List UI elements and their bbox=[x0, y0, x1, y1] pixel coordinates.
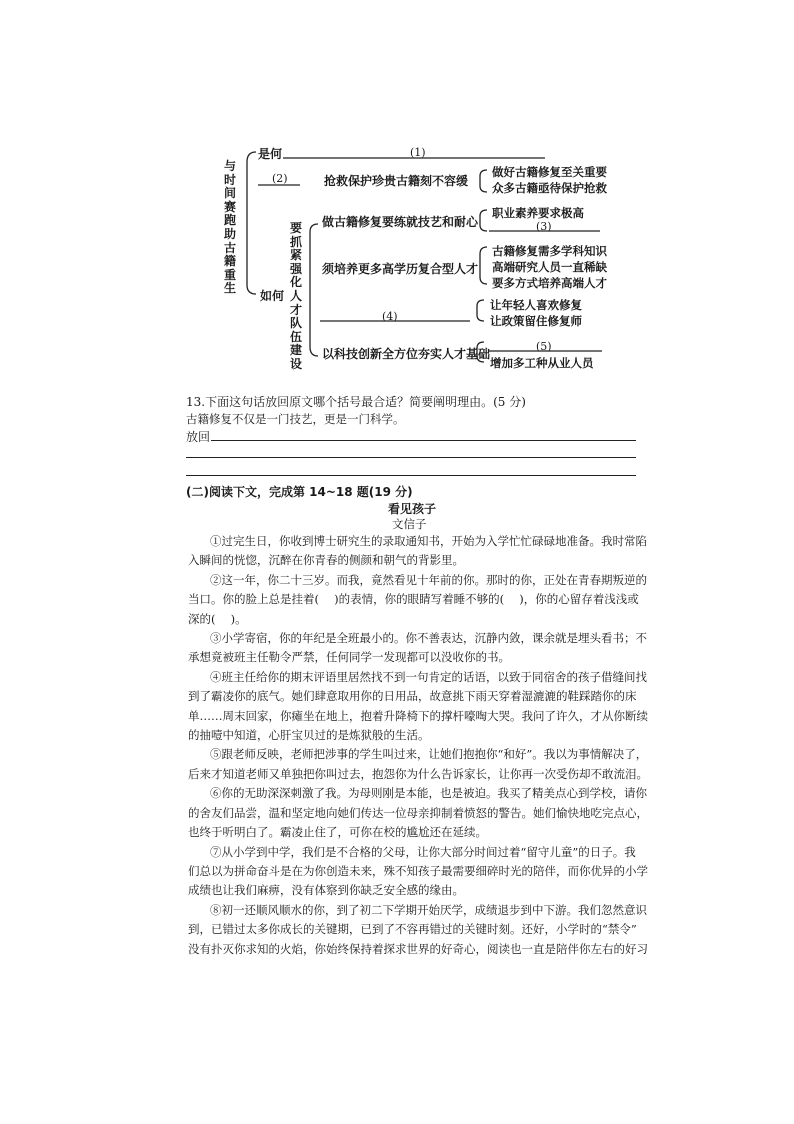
text-line: ③小学寄宿，你的年纪是全班最小的。你不善表达，沉静内敛，课余就是埋头看书；不 bbox=[210, 631, 647, 646]
team-label: 要抓紧强化人才队伍建设 bbox=[289, 221, 302, 371]
t4-r1: (5) bbox=[536, 340, 552, 353]
q13-sentence: 古籍修复不仅是一门技艺，更是一门科学。 bbox=[186, 412, 405, 426]
t4-text: 以科技创新全方位夯实人才基础 bbox=[322, 347, 491, 361]
text-line: ⑤跟老师反映，老师把涉事的学生叫过来，让她们抱抱你“和好”。我以为事情解决了， bbox=[210, 747, 648, 762]
b2-r2: 众多古籍亟待保护抢救 bbox=[492, 181, 607, 195]
b2-r1: 做好古籍修复至关重要 bbox=[492, 165, 607, 179]
text-line: 后来才知道老师又单独把你叫过去，抱怨你为什么告诉家长，让你再一次受伤却不敢流泪。 bbox=[188, 766, 648, 781]
brace-t3 bbox=[477, 300, 484, 321]
answer-line-1[interactable] bbox=[211, 440, 636, 441]
text-line: ②这一年，你二十三岁。而我，竟然看见十年前的你。那时的你，正处在青春期叛逆的 bbox=[210, 572, 647, 587]
section2-header: (二)阅读下文，完成第 14~18 题(19 分) bbox=[186, 485, 413, 499]
text-line: ⑧初一还顺风顺水的你，到了初二下学期开始厌学，成绩退步到中下游。我们忽然意识 bbox=[210, 902, 647, 917]
t3-label: (4) bbox=[382, 310, 398, 323]
text-line: 的抽噎中知道，心肝宝贝过的是炼狱般的生活。 bbox=[188, 728, 430, 743]
article-author: 文信子 bbox=[392, 517, 427, 531]
q13-title: 13.下面这句话放回原文哪个括号最合适？简要阐明理由。(5 分) bbox=[186, 395, 526, 409]
main-brace bbox=[247, 152, 256, 294]
diagram-root: 与时间赛跑助古籍重生 bbox=[223, 159, 236, 296]
answer-line-3[interactable] bbox=[186, 475, 636, 476]
t2-r3: 要多方式培养高端人才 bbox=[492, 276, 607, 290]
text-line: 当口。你的脸上总是挂着( )的表情，你的眼睛写着睡不够的( )，你的心留存着浅浅或 bbox=[188, 592, 639, 607]
t4-r2: 增加多工种从业人员 bbox=[490, 356, 594, 370]
t2-r1: 古籍修复需多学科知识 bbox=[492, 244, 607, 258]
diagram-lines bbox=[0, 0, 794, 380]
answer-line-2[interactable] bbox=[186, 457, 636, 458]
ru-he-label: 如何 bbox=[260, 289, 285, 303]
t3-r1: 让年轻人喜欢修复 bbox=[490, 298, 582, 312]
t3-r2: 让政策留住修复师 bbox=[490, 314, 582, 328]
text-line: 的舍友们品尝，温和坚定地向她们传达一位母亲抑制着愤怒的警告。她们愉快地吃完点心， bbox=[188, 805, 648, 820]
text-line: ⑥你的无助深深刺激了我。为母则刚是本能，也是被迫。我买了精美点心到学校，请你 bbox=[210, 786, 647, 801]
t2-text: 须培养更多高学历复合型人才 bbox=[322, 262, 479, 276]
t2-r2: 高端研究人员一直稀缺 bbox=[492, 260, 607, 274]
text-line: 成绩也让我们麻痹，没有体察到你缺乏安全感的缘由。 bbox=[188, 883, 464, 898]
t1-r1: 职业素养要求极高 bbox=[492, 206, 584, 220]
brace-b2 bbox=[480, 170, 487, 192]
text-line: 们总以为拼命奋斗是在为你创造未来，殊不知孩子最需要细碎时光的陪伴，而你优异的小学 bbox=[188, 863, 648, 878]
text-line: 到了霸凌你的底气。她们肆意取用你的日用品，故意挑下雨天穿着湿漉漉的鞋踩踏你的床 bbox=[188, 689, 637, 704]
t1-text: 做古籍修复要练就技艺和耐心 bbox=[322, 215, 479, 229]
text-line: ⑦从小学到中学，我们是不合格的父母，让你大部分时间过着“留守儿童”的日子。我 bbox=[210, 844, 636, 859]
brace-t2 bbox=[480, 247, 487, 284]
text-line: ①过完生日，你收到博士研究生的录取通知书，开始为入学忙忙碌碌地准备。我时常陷 bbox=[210, 534, 647, 548]
text-line: 承想竟被班主任勒令严禁，任何同学一发现都可以没收你的书。 bbox=[188, 650, 510, 665]
text-line: 也终于听明白了。霸凌止住了，可你在校的尴尬还在延续。 bbox=[188, 825, 487, 840]
blank1-label: (1) bbox=[410, 146, 426, 159]
article-body bbox=[188, 532, 648, 959]
shi-he-label: 是何 bbox=[258, 147, 283, 161]
text-line: ④班主任给你的期末评语里居然找不到一句肯定的话语，以致于同宿舍的孩子借缝间找 bbox=[210, 669, 647, 684]
text-line: 入瞬间的恍惚，沉醉在你青春的侧颜和朝气的背影里。 bbox=[188, 553, 464, 568]
t1-r2: (3) bbox=[536, 220, 552, 233]
b2-text: 抢救保护珍贵古籍刻不容缓 bbox=[324, 174, 469, 188]
article-title: 看见孩子 bbox=[388, 502, 437, 516]
brace-t1 bbox=[480, 210, 487, 231]
text-line: 深的( )。 bbox=[188, 611, 247, 626]
text-line: 没有扑灭你求知的火焰，你始终保持着探求世界的好奇心，阅读也一直是陪伴你左右的好习 bbox=[188, 941, 648, 956]
q13-answer-label: 放回 bbox=[186, 430, 211, 444]
team-brace bbox=[310, 224, 318, 356]
text-line: 到，已错过太多你成长的关键期，已到了不容再错过的关键时刻。还好，小学时的“禁令” bbox=[188, 922, 637, 937]
text-line: 单……周末回家，你瘫坐在地上，抱着升降椅下的撑杆嚎啕大哭。我问了许久，才从你断续 bbox=[188, 708, 648, 723]
blank2-label: (2) bbox=[272, 172, 288, 185]
